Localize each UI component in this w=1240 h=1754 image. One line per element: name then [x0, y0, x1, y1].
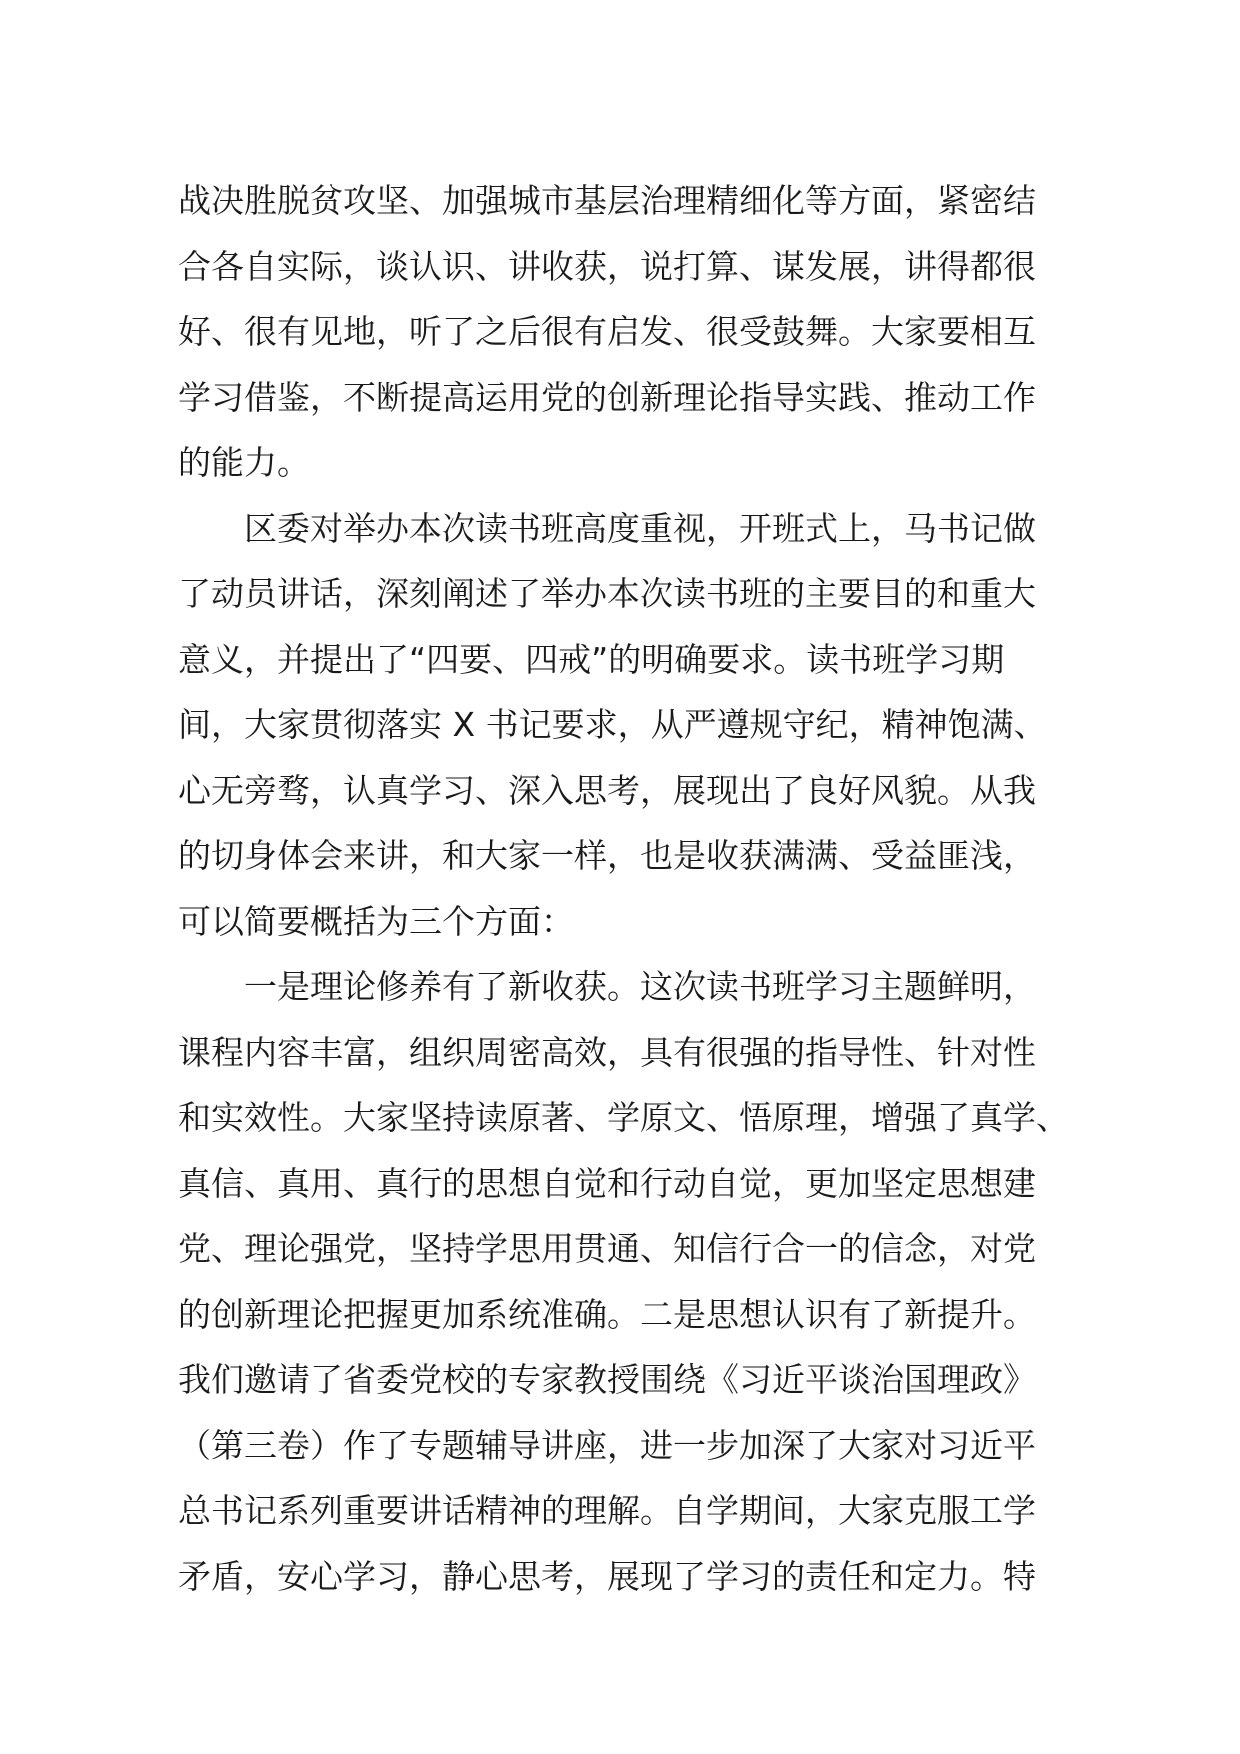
text-line: 的能力。 [178, 443, 310, 482]
paragraph-first-line: 一是理论修养有了新收获。这次读书班学习主题鲜明， [244, 967, 1036, 1006]
text-line: 好、很有见地，听了之后很有启发、很受鼓舞。大家要相互 [178, 312, 1036, 351]
text-line: 可以简要概括为三个方面： [178, 901, 574, 941]
text-line: 我们邀请了省委党校的专家教授围绕《习近平谈治国理政》 [178, 1360, 1036, 1399]
text-line: 和实效性。大家坚持读原著、学原文、悟原理，增强了真学、 [178, 1098, 1069, 1137]
text-line: 间，大家贯彻落实 X 书记要求，从严遵规守纪，精神饱满、 [178, 705, 1047, 744]
text-line: 战决胜脱贫攻坚、加强城市基层治理精细化等方面，紧密结 [178, 181, 1036, 220]
text-line: 矛盾，安心学习，静心思考，展现了学习的责任和定力。特 [178, 1556, 1036, 1596]
text-line: 学习借鉴，不断提高运用党的创新理论指导实践、推动工作 [178, 377, 1036, 417]
text-line: 的创新理论把握更加系统准确。二是思想认识有了新提升。 [178, 1294, 1036, 1334]
text-line: 心无旁骛，认真学习、深入思考，展现出了良好风貌。从我 [178, 770, 1036, 810]
text-line: 合各自实际，谈认识、讲收获，说打算、谋发展，讲得都很 [178, 246, 1036, 286]
text-line: 党、理论强党，坚持学思用贯通、知信行合一的信念，对党 [178, 1229, 1036, 1268]
text-line: 的切身体会来讲，和大家一样，也是收获满满、受益匪浅， [178, 836, 1036, 875]
text-line: （第三卷）作了专题辅导讲座，进一步加深了大家对习近平 [178, 1425, 1036, 1465]
text-line: 总书记系列重要讲话精神的理解。自学期间，大家克服工学 [178, 1491, 1036, 1530]
text-line: 了动员讲话，深刻阐述了举办本次读书班的主要目的和重大 [178, 574, 1036, 613]
text-line: 课程内容丰富，组织周密高效，具有很强的指导性、针对性 [178, 1032, 1036, 1072]
text-line: 真信、真用、真行的思想自觉和行动自觉，更加坚定思想建 [178, 1163, 1036, 1203]
paragraph-first-line: 区委对举办本次读书班高度重视，开班式上，马书记做 [244, 508, 1036, 548]
text-line: 意义，并提出了“四要、四戒”的明确要求。读书班学习期 [178, 639, 1005, 679]
document-body [178, 168, 1078, 1609]
